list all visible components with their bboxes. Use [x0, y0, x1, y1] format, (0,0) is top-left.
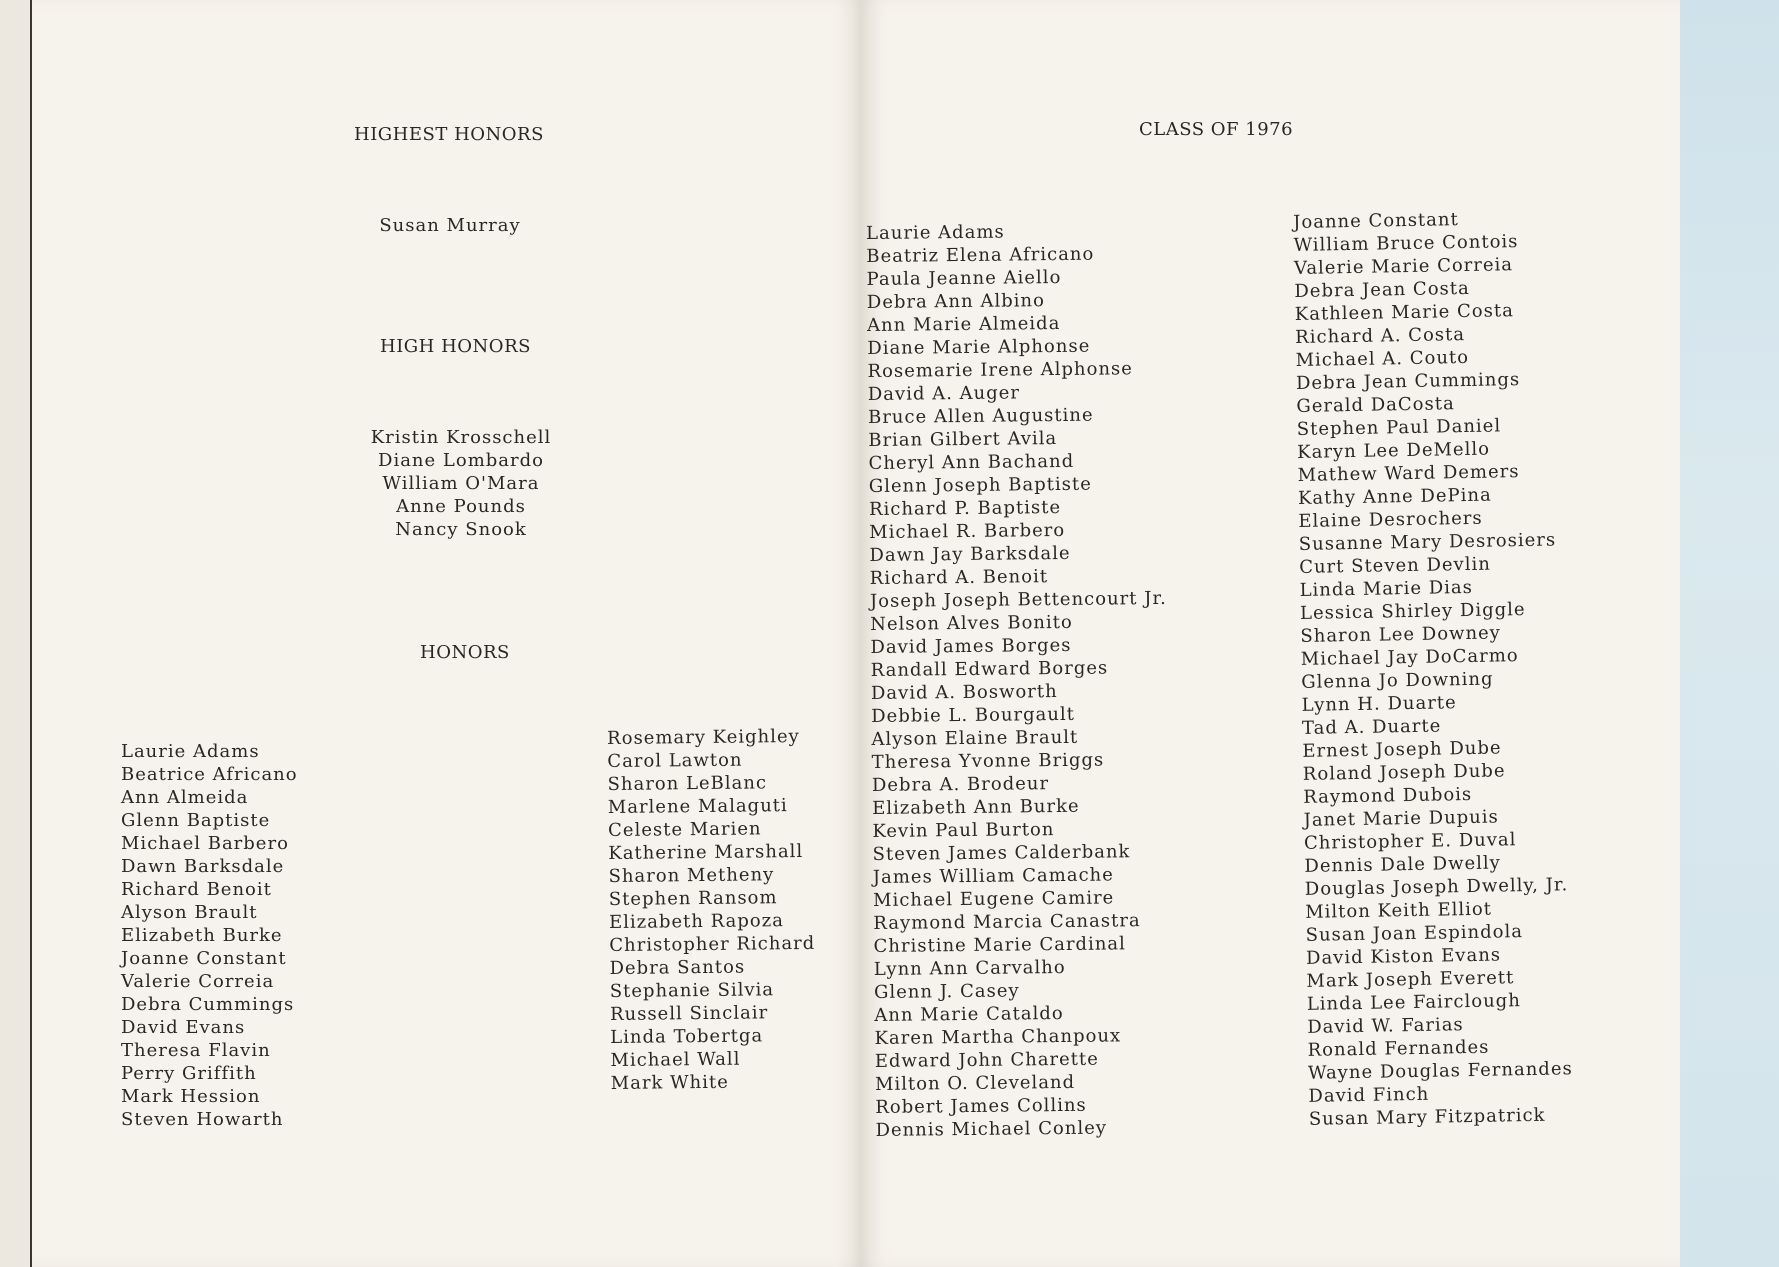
name-entry: Rosemary Keighley [607, 725, 800, 749]
honors-list-column-1 [121, 740, 298, 1131]
name-entry: Elizabeth Rapoza [608, 910, 785, 933]
name-entry: James William Camache [872, 864, 1114, 888]
name-entry: Tad A. Duarte [1301, 715, 1442, 739]
name-entry: Beatriz Elena Africano [866, 243, 1095, 267]
class-list-column-1 [866, 219, 1172, 1142]
name-entry: Christopher E. Duval [1303, 829, 1517, 854]
name-entry: Janet Marie Dupuis [1303, 806, 1499, 831]
name-entry: Mark Hession [121, 1086, 261, 1107]
class-list-column-2 [1293, 206, 1574, 1130]
name-entry: Linda Marie Dias [1299, 576, 1474, 601]
name-entry: Ronald Fernandes [1307, 1036, 1490, 1061]
highest-honors-list [350, 214, 550, 237]
name-entry: Susan Joan Espindola [1305, 921, 1524, 946]
name-entry: Debra Jean Costa [1294, 277, 1470, 302]
name-entry: Sharon LeBlanc [607, 772, 768, 795]
name-entry: Elizabeth Burke [121, 925, 283, 946]
name-entry: Paula Jeanne Aiello [866, 266, 1062, 290]
name-entry: Carol Lawton [607, 749, 743, 772]
name-entry: Marlene Malaguti [607, 795, 788, 818]
name-entry: Dawn Jay Barksdale [869, 542, 1071, 566]
name-entry: Kathy Anne DePina [1297, 484, 1492, 509]
name-entry: Mark White [610, 1071, 729, 1094]
name-entry: Dawn Barksdale [121, 856, 285, 877]
name-entry: Dennis Michael Conley [875, 1117, 1108, 1141]
name-entry: Elaine Desrochers [1298, 507, 1483, 532]
name-entry: Debra Ann Albino [866, 290, 1045, 313]
name-entry: Katherine Marshall [608, 840, 804, 864]
name-entry: Susan Mary Fitzpatrick [1308, 1104, 1546, 1130]
name-entry: Anne Pounds [396, 496, 526, 517]
name-entry: Alyson Brault [121, 902, 258, 923]
name-entry: David W. Farias [1307, 1014, 1464, 1038]
name-entry: Sharon Lee Downey [1300, 622, 1502, 647]
name-entry: Michael Barbero [121, 833, 289, 854]
name-entry: Steven James Calderbank [872, 841, 1131, 865]
name-entry: Debra Cummings [121, 994, 295, 1015]
name-entry: Wayne Douglas Fernandes [1307, 1058, 1573, 1084]
name-entry: Linda Tobertga [610, 1025, 764, 1048]
name-entry: Kevin Paul Burton [872, 819, 1055, 842]
name-entry: Susanne Mary Desrosiers [1298, 529, 1557, 555]
name-entry: Glenna Jo Downing [1301, 668, 1494, 693]
name-entry: Glenn J. Casey [873, 980, 1020, 1003]
name-entry: Edward John Charette [874, 1048, 1099, 1072]
name-entry: Richard A. Benoit [869, 566, 1049, 589]
name-entry: Valerie Marie Correia [1293, 254, 1514, 279]
name-entry: William Bruce Contois [1293, 231, 1519, 256]
name-entry: Roland Joseph Dube [1302, 760, 1506, 785]
name-entry: Theresa Flavin [121, 1040, 271, 1061]
honors-heading: HONORS [420, 642, 510, 663]
name-entry: Glenn Baptiste [121, 810, 271, 831]
name-entry: Michael Eugene Camire [872, 887, 1115, 911]
name-entry: Russell Sinclair [609, 1002, 769, 1025]
name-entry: Lynn H. Duarte [1301, 692, 1457, 716]
name-entry: Stephen Paul Daniel [1296, 415, 1502, 440]
name-entry: Joanne Constant [1293, 209, 1459, 233]
name-entry: David Evans [121, 1017, 246, 1038]
name-entry: Richard P. Baptiste [868, 496, 1062, 520]
name-entry: Theresa Yvonne Briggs [871, 749, 1105, 773]
name-entry: David James Borges [870, 634, 1072, 658]
name-entry: Christine Marie Cardinal [873, 933, 1126, 957]
name-entry: Michael A. Couto [1295, 346, 1470, 371]
name-entry: Susan Murray [379, 215, 521, 236]
name-entry: Debra A. Brodeur [871, 773, 1050, 796]
name-entry: Rosemarie Irene Alphonse [867, 358, 1134, 382]
name-entry: Joanne Constant [121, 948, 287, 969]
name-entry: Ann Marie Cataldo [874, 1002, 1064, 1026]
name-entry: Michael Jay DoCarmo [1300, 645, 1519, 670]
highest-honors-heading: HIGHEST HONORS [354, 124, 544, 145]
name-entry: David Finch [1308, 1083, 1430, 1107]
high-honors-list [356, 426, 566, 541]
name-entry: Karen Martha Chanpoux [874, 1025, 1122, 1049]
name-entry: Curt Steven Devlin [1299, 553, 1492, 578]
name-entry: Celeste Marien [607, 818, 762, 841]
name-entry: Kristin Krosschell [370, 427, 552, 448]
name-entry: Laurie Adams [866, 221, 1005, 244]
name-entry: Raymond Dubois [1303, 783, 1473, 808]
name-entry: Linda Lee Fairclough [1306, 990, 1522, 1015]
name-entry: Christopher Richard [609, 932, 816, 956]
honors-list-column-2 [607, 725, 817, 1095]
name-entry: Debbie L. Bourgault [871, 703, 1076, 727]
name-entry: Beatrice Africano [121, 764, 298, 785]
background-paper [1680, 0, 1779, 1267]
name-entry: Ernest Joseph Dube [1302, 737, 1502, 762]
name-entry: Milton Keith Elliot [1305, 898, 1493, 923]
name-entry: David A. Bosworth [870, 681, 1058, 704]
name-entry: David Kiston Evans [1305, 944, 1502, 969]
name-entry: Dennis Dale Dwelly [1304, 852, 1502, 877]
name-entry: Lessica Shirley Diggle [1299, 599, 1526, 624]
name-entry: Joseph Joseph Bettencourt Jr. [869, 587, 1167, 612]
name-entry: Sharon Metheny [608, 864, 775, 887]
name-entry: Gerald DaCosta [1296, 393, 1455, 417]
name-entry: Michael R. Barbero [869, 519, 1066, 543]
class-of-1976-heading: CLASS OF 1976 [1139, 119, 1294, 140]
name-entry: Brian Gilbert Avila [868, 428, 1058, 451]
name-entry: Richard A. Costa [1295, 324, 1466, 348]
name-entry: Debra Jean Cummings [1295, 369, 1521, 394]
name-entry: Stephen Ransom [608, 887, 778, 910]
name-entry: Ann Almeida [121, 787, 249, 808]
name-entry: Robert James Collins [875, 1094, 1087, 1118]
name-entry: Nelson Alves Bonito [870, 611, 1073, 635]
name-entry: Nancy Snook [395, 519, 527, 540]
high-honors-heading: HIGH HONORS [380, 336, 531, 357]
name-entry: William O'Mara [382, 473, 540, 494]
name-entry: Cheryl Ann Bachand [868, 450, 1075, 474]
name-entry: Michael Wall [610, 1048, 741, 1071]
name-entry: Mark Joseph Everett [1306, 967, 1515, 992]
name-entry: Debra Santos [609, 956, 746, 979]
name-entry: Elizabeth Ann Burke [872, 795, 1080, 819]
name-entry: Randall Edward Borges [870, 657, 1109, 681]
name-entry: Stephanie Silvia [609, 979, 775, 1002]
name-entry: Glenn Joseph Baptiste [868, 473, 1092, 497]
name-entry: Lynn Ann Carvalho [873, 956, 1066, 980]
name-entry: Bruce Allen Augustine [867, 404, 1094, 428]
name-entry: Richard Benoit [121, 879, 272, 900]
name-entry: Perry Griffith [121, 1063, 257, 1084]
name-entry: Steven Howarth [121, 1109, 284, 1130]
name-entry: David A. Auger [867, 382, 1021, 405]
name-entry: Diane Marie Alphonse [867, 335, 1091, 359]
name-entry: Mathew Ward Demers [1297, 461, 1520, 486]
name-entry: Alyson Elaine Brault [871, 726, 1079, 750]
name-entry: Kathleen Marie Costa [1294, 300, 1515, 325]
name-entry: Raymond Marcia Canastra [873, 910, 1141, 934]
name-entry: Laurie Adams [121, 741, 260, 762]
name-entry: Karyn Lee DeMello [1297, 438, 1491, 463]
name-entry: Douglas Joseph Dwelly, Jr. [1304, 874, 1569, 900]
name-entry: Valerie Correia [121, 971, 275, 992]
name-entry: Ann Marie Almeida [866, 312, 1061, 336]
name-entry: Milton O. Cleveland [874, 1071, 1076, 1095]
name-entry: Diane Lombardo [378, 450, 544, 471]
